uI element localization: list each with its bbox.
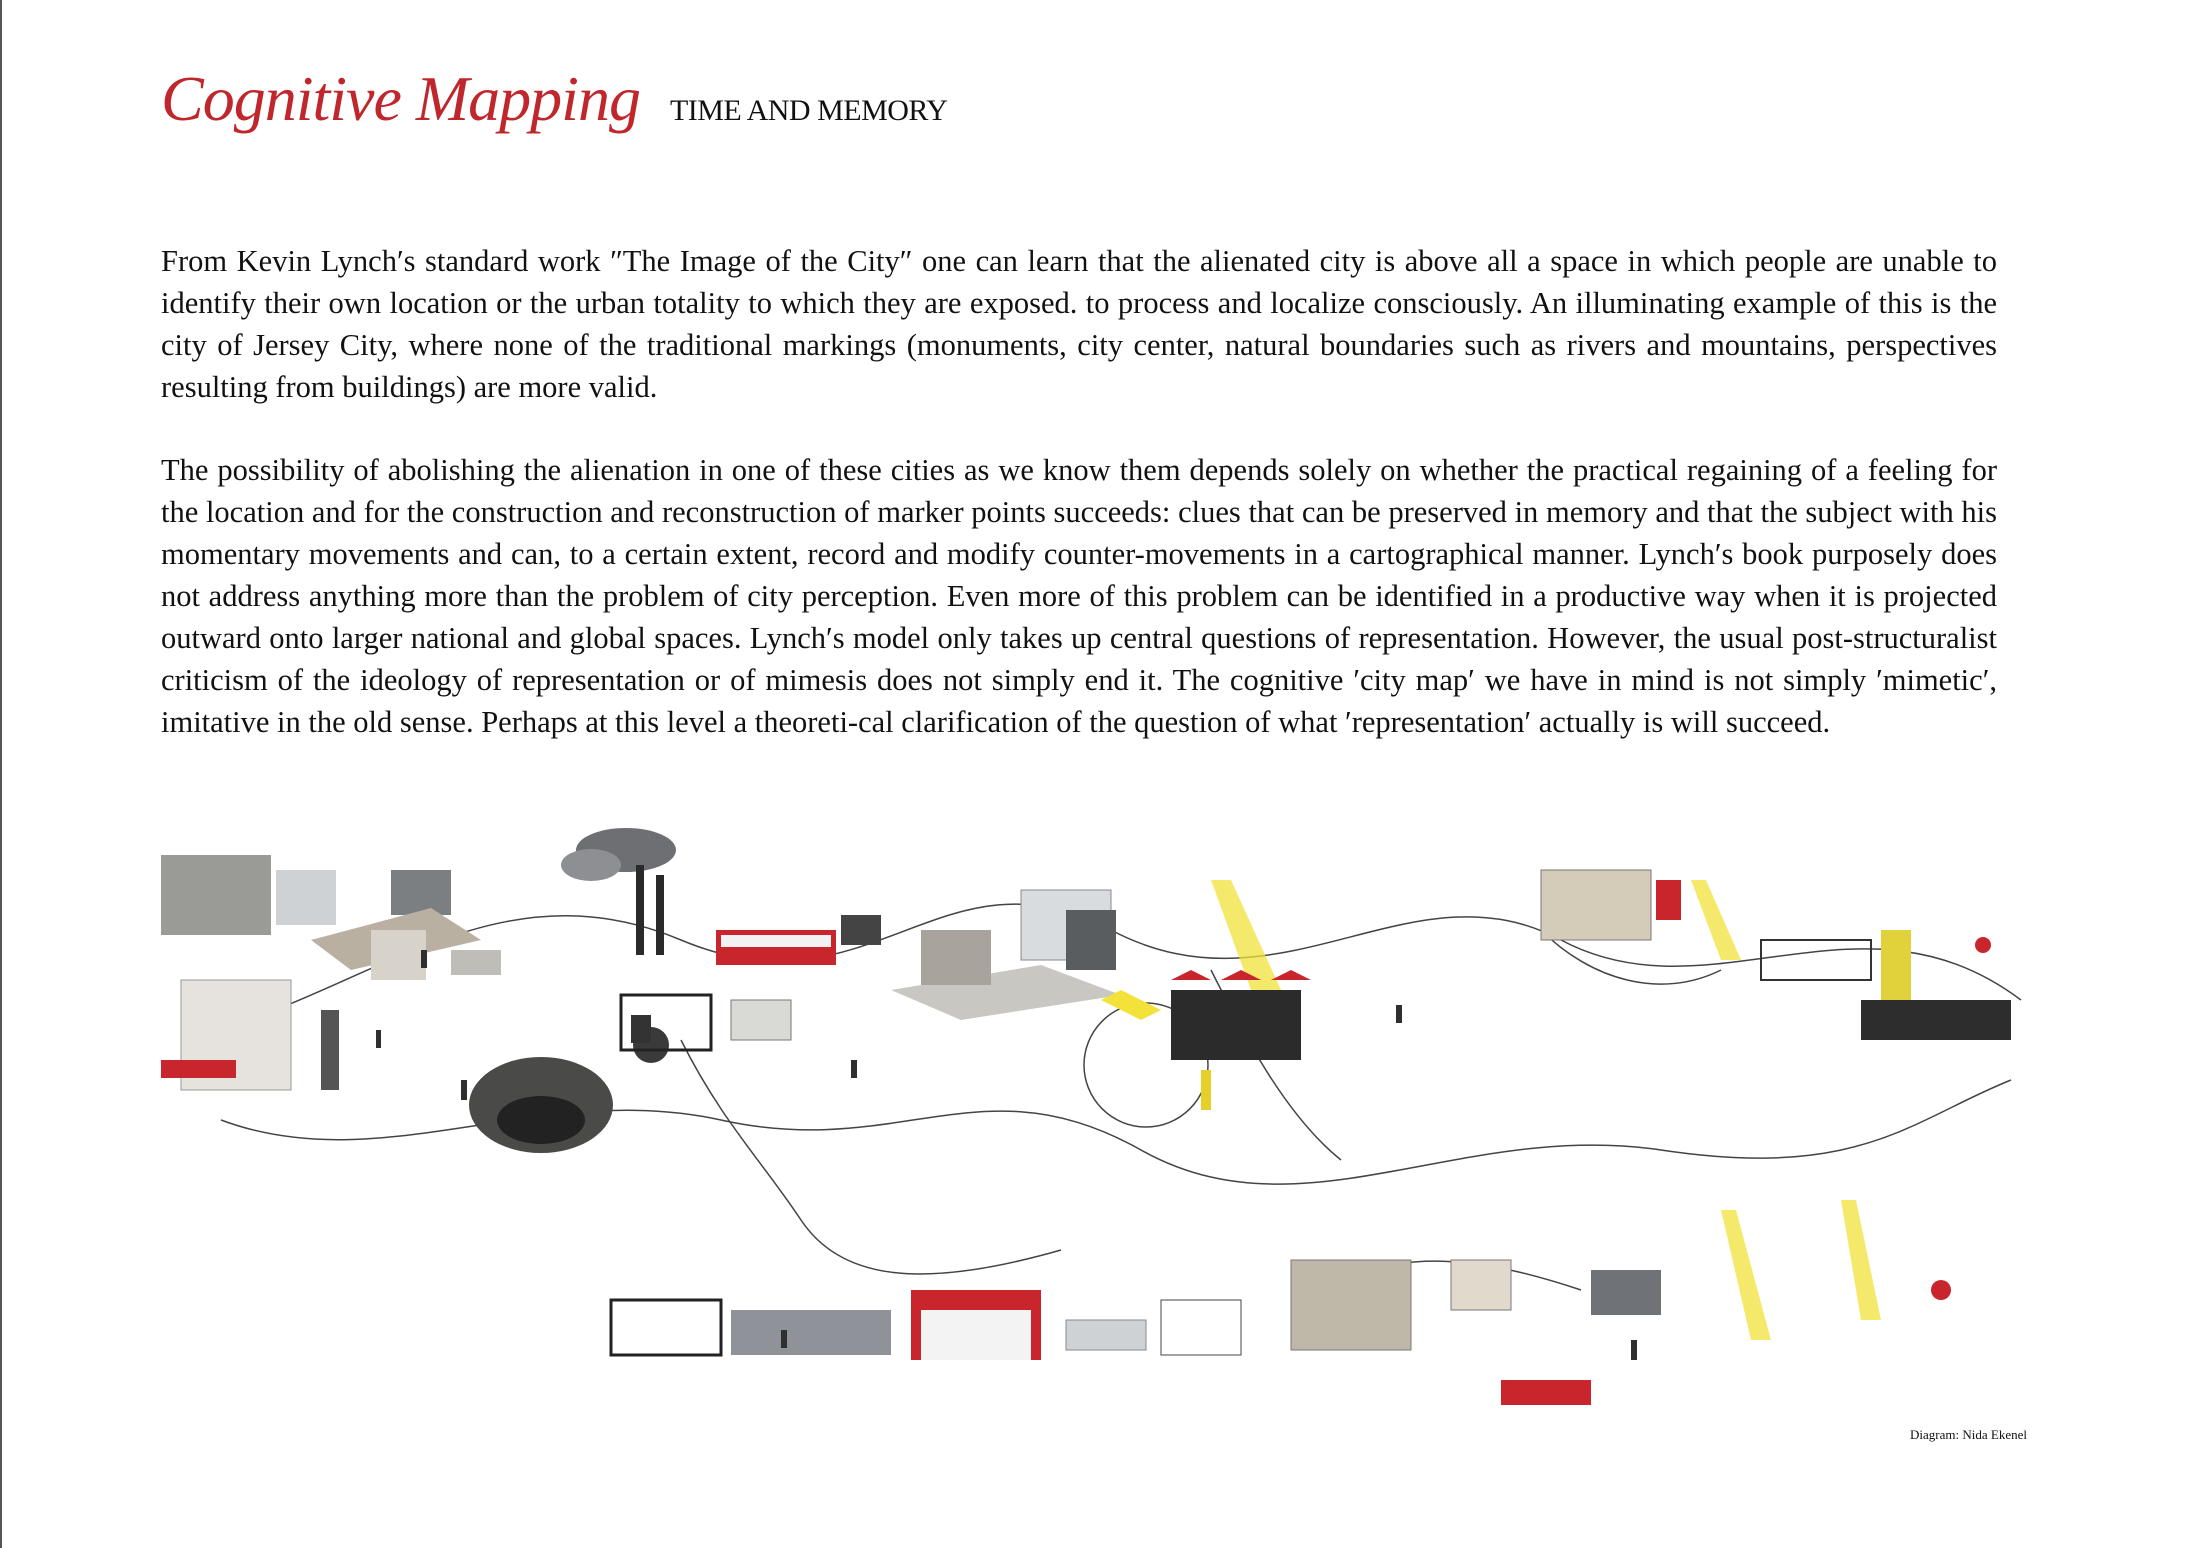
tram: [716, 915, 881, 965]
bus-shelter: [621, 995, 791, 1050]
left-street-cluster: [161, 855, 501, 1090]
city-collage-diagram: [161, 820, 2031, 1420]
right-street-cluster: [1541, 870, 2011, 1040]
cafe-cluster: [1171, 970, 1311, 1110]
factory-smoke: [561, 828, 676, 955]
page-edge-rule: [0, 0, 2, 1548]
page-title: Cognitive Mapping: [161, 63, 640, 134]
subway-tunnel: [469, 1027, 669, 1153]
bottom-street-cluster: [611, 1200, 1951, 1405]
body-paragraph-2: The possibility of abolishing the alienation in one of these cities as we know them depends solely on whether the practical regaining of a feeling for the location and for the construction and reconstruction of marker points succeeds: clues that can be preserved in memory and that the subject with his momentary movements and can, to a certain extent, record and modify counter-movements in a cartographical manner. Lynch′s book purposely does not address anything more than the problem of city perception. Even more of this problem can be identified in a productive way when it is projected outward onto larger national and global spaces. Lynch′s model only takes up central questions of representation. However, the usual post-structuralist criticism of the ideology of representation or of mimesis does not simply end it. The cognitive ′city map′ we have in mind is not simply ′mimetic′, imitative in the old sense. Perhaps at this level a theoreti-cal clarification of the question of what ′representation′ actually is will succeed.: [161, 452, 1997, 739]
diagram-credit: Diagram: Nida Ekenel: [1910, 1427, 2027, 1442]
page-header: [161, 62, 947, 136]
page-subtitle: TIME AND MEMORY: [669, 94, 948, 127]
body-paragraph-1: From Kevin Lynch′s standard work ″The Image of the City″ one can learn that the alienated city is above all a space in which people are unable to identify their own location or the urban totality to which they are exposed. to process and localize consciously. An illuminating example of this is the city of Jersey City, where none of the traditional markings (monuments, city center, natural boundaries such as rivers and mountains, perspectives resulting from buildings) are more valid.: [161, 243, 1997, 404]
